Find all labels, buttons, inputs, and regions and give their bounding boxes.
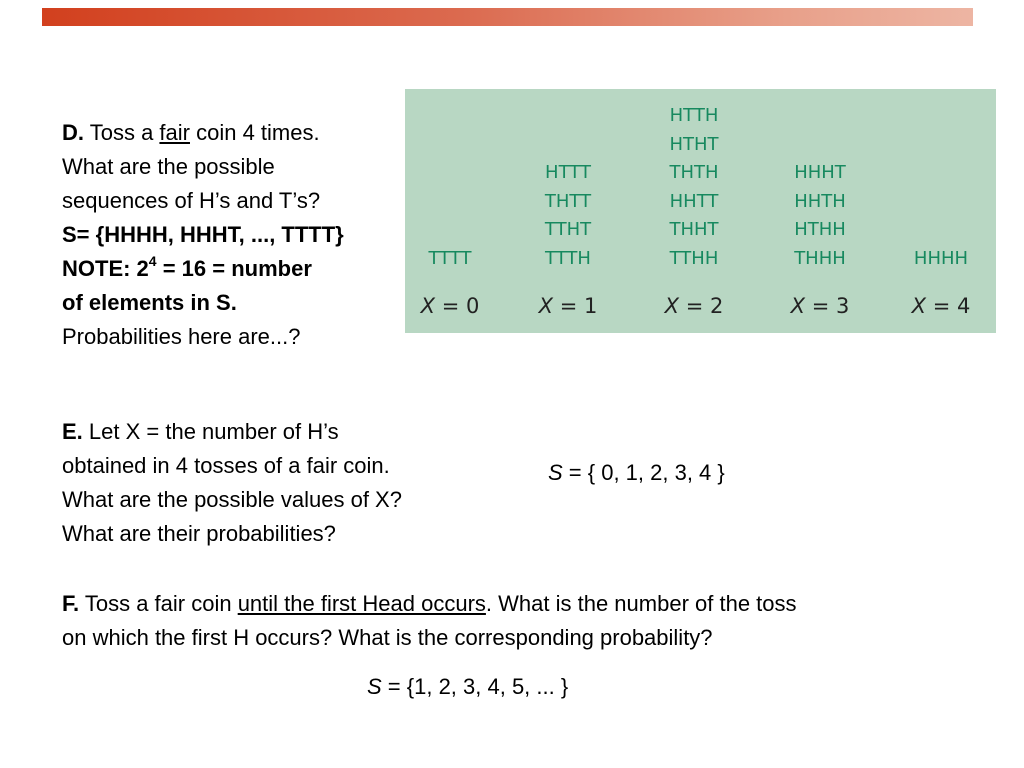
set-values: = {1, 2, 3, 4, 5, ... } (381, 674, 569, 699)
sample-space-statement: S= {HHHH, HHHT, ..., TTTT} (62, 222, 344, 247)
x-value: = 0 (435, 294, 480, 318)
sequence: HTHT (669, 133, 719, 155)
section-e-line-3: What are the possible values of X? (62, 487, 402, 512)
sequence: THTH (669, 162, 719, 183)
outcomes-column-0 (395, 245, 505, 274)
outcomes-table (405, 89, 996, 333)
note-suffix: = 16 = number (156, 256, 312, 281)
sequence: TTTT (428, 247, 472, 269)
x-value: = 1 (553, 294, 598, 318)
section-f-text-2: . What is the number of the toss (485, 591, 797, 616)
section-d-line-6: of elements in S. (62, 290, 237, 315)
sequence: HHTH (794, 190, 846, 212)
set-variable: S (367, 674, 382, 699)
x-value: = 2 (679, 294, 724, 318)
sequence: HHHH (913, 247, 969, 269)
section-f-text-1: Toss a fair coin (79, 591, 238, 616)
section-d-line-2: What are the possible (62, 154, 275, 179)
section-f-line-1 (62, 587, 797, 621)
section-d-text-2: coin 4 times. (189, 120, 320, 145)
section-d-letter: D. (62, 120, 84, 145)
section-e-letter: E. (62, 419, 83, 444)
section-d-line-7: Probabilities here are...? (62, 324, 301, 349)
x-label-0 (395, 294, 505, 318)
section-e-line-2: obtained in 4 tosses of a fair coin. (62, 453, 390, 478)
set-values: = { 0, 1, 2, 3, 4 } (562, 460, 725, 485)
sequence: THTT (544, 190, 592, 212)
sequence: THHT (669, 219, 719, 240)
section-d-line-3: sequences of H’s and T’s? (62, 188, 321, 213)
section-d-text-1: Toss a (84, 120, 160, 145)
x-label-2 (639, 294, 749, 318)
section-f-paragraph (62, 587, 797, 655)
x-variable: X (538, 294, 554, 318)
sequence: HTHH (794, 219, 846, 240)
title-accent-bar (42, 8, 973, 26)
x-label-1 (513, 294, 623, 318)
fair-underlined: fair (159, 120, 190, 145)
set-variable: S (548, 460, 563, 485)
outcomes-column-4 (886, 245, 996, 274)
note-line (62, 252, 344, 286)
section-e-text-1: Let X = the number of H’s (82, 419, 339, 444)
note-prefix: NOTE: 2 (62, 256, 149, 281)
sequence: TTTH (545, 247, 591, 269)
x-value: = 4 (926, 294, 971, 318)
section-f-letter: F. (62, 591, 80, 616)
section-d-paragraph (62, 116, 344, 354)
outcomes-column-2 (639, 102, 749, 273)
x-variable: X (911, 294, 927, 318)
x-label-3 (765, 294, 875, 318)
x-variable: X (664, 294, 680, 318)
section-f-line-2: on which the first H occurs? What is the corresponding probability? (62, 625, 713, 650)
until-first-head-underlined: until the first Head occurs (237, 591, 486, 616)
sample-space-e (548, 460, 725, 486)
x-value: = 3 (805, 294, 850, 318)
section-e-line-1 (62, 415, 402, 449)
sequence: TTHT (544, 219, 592, 240)
outcomes-column-1 (513, 159, 623, 273)
sequence: HHHT (794, 162, 846, 183)
x-label-4 (886, 294, 996, 318)
section-e-line-4: What are their probabilities? (62, 521, 336, 546)
sequence: HTTH (669, 105, 719, 126)
section-e-paragraph (62, 415, 402, 551)
sequence: TTHH (669, 247, 719, 269)
x-variable: X (790, 294, 806, 318)
sequence: HTTT (545, 162, 591, 183)
outcomes-column-3 (765, 159, 875, 273)
x-variable: X (420, 294, 436, 318)
sample-space-f (367, 674, 568, 700)
note-exponent: 4 (148, 252, 157, 269)
sequence: HHTT (669, 190, 719, 212)
sequence: THHH (794, 247, 846, 269)
section-d-line-1 (62, 116, 344, 150)
